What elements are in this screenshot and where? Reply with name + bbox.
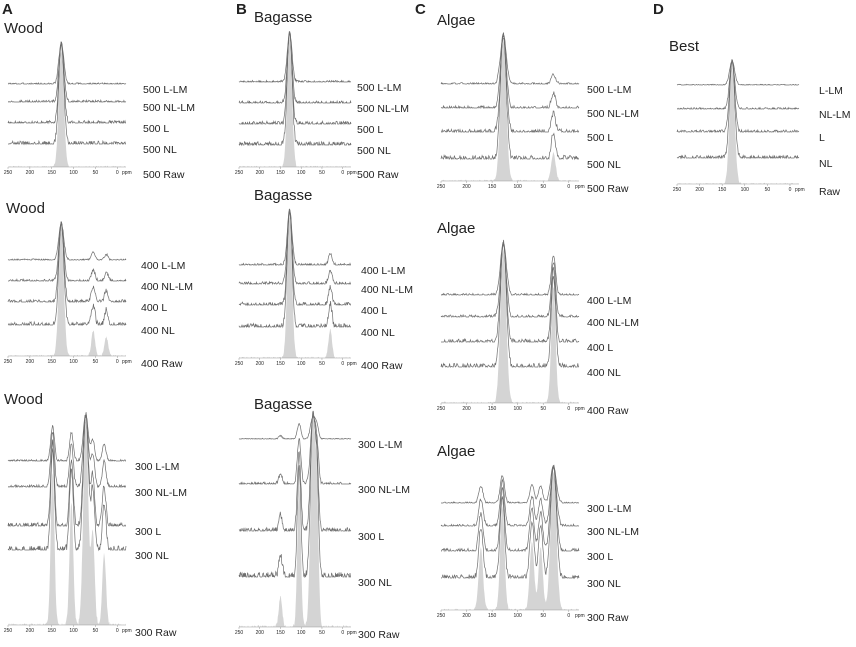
- spectra-block: [235, 396, 410, 641]
- spectrum-trace: [8, 223, 126, 303]
- spectra-block: [437, 12, 639, 195]
- series-label: 400 NL: [141, 325, 175, 337]
- spectrum-trace: [8, 222, 126, 326]
- spectrum-trace: [239, 212, 351, 327]
- x-tick-label: 100: [513, 184, 522, 190]
- x-tick-label: 250: [672, 187, 682, 193]
- spectrum-trace: [8, 415, 126, 526]
- series-label: L-LM: [819, 85, 843, 97]
- series-label: 300 L-LM: [587, 503, 632, 515]
- x-tick-label: 100: [740, 187, 749, 193]
- series-label: 500 NL: [587, 159, 621, 171]
- series-label: 500 Raw: [357, 169, 399, 181]
- series-label: 300 NL-LM: [587, 526, 639, 538]
- spectrum-trace: [239, 411, 351, 577]
- series-label: 400 Raw: [361, 360, 403, 372]
- x-tick-label: 50: [92, 628, 99, 634]
- x-tick-label: 100: [297, 630, 306, 636]
- x-axis-unit: ppm: [122, 170, 132, 176]
- x-axis-unit: ppm: [795, 187, 805, 193]
- x-tick-label: 0: [341, 361, 345, 367]
- block-title: Wood: [6, 200, 45, 217]
- spectrum-trace: [8, 222, 126, 281]
- spectrum-trace: [441, 245, 579, 318]
- x-tick-label: 150: [718, 187, 727, 193]
- spectrum-trace: [8, 43, 126, 123]
- x-tick-label: 150: [487, 184, 497, 190]
- spectrum-trace: [441, 466, 579, 551]
- spectrum-trace: [239, 211, 351, 305]
- x-axis-unit: ppm: [122, 359, 132, 365]
- series-label: 300 Raw: [587, 612, 629, 624]
- raw-spectrum-area: [8, 230, 126, 356]
- series-label: 400 NL-LM: [141, 281, 193, 293]
- series-label: 500 NL-LM: [587, 108, 639, 120]
- series-label: 500 L: [143, 123, 170, 135]
- spectra-block: [4, 391, 187, 639]
- series-label: 400 L-LM: [361, 265, 406, 277]
- x-tick-label: 250: [3, 170, 13, 176]
- spectrum-trace: [8, 222, 126, 260]
- series-label: 500 NL: [357, 145, 391, 157]
- series-label: L: [819, 132, 825, 144]
- spectrum-trace: [441, 243, 579, 295]
- x-tick-label: 250: [234, 361, 244, 367]
- series-label: 300 NL-LM: [358, 484, 410, 496]
- series-label: 400 L: [141, 302, 168, 314]
- spectrum-trace: [239, 33, 351, 104]
- series-label: 400 NL: [361, 327, 395, 339]
- x-tick-label: 250: [234, 630, 244, 636]
- block-title: Algae: [437, 12, 476, 29]
- series-label: 500 L-LM: [143, 84, 188, 96]
- x-tick-label: 0: [341, 170, 345, 176]
- x-tick-label: 100: [69, 359, 78, 365]
- spectrum-trace: [441, 36, 579, 108]
- series-label: 500 NL: [143, 144, 177, 156]
- spectrum-trace: [441, 240, 579, 367]
- panel-label: D: [653, 1, 664, 18]
- x-axis-unit: ppm: [347, 361, 357, 367]
- series-label: 300 Raw: [358, 629, 400, 641]
- series-label: 400 L: [361, 305, 388, 317]
- x-axis-unit: ppm: [575, 406, 585, 412]
- x-tick-label: 150: [47, 628, 56, 634]
- block-title: Algae: [437, 220, 476, 237]
- x-tick-label: 50: [319, 361, 325, 367]
- x-tick-label: 150: [276, 630, 285, 636]
- x-tick-label: 50: [92, 359, 99, 365]
- x-tick-label: 50: [319, 630, 325, 636]
- spectrum-trace: [8, 42, 126, 84]
- x-tick-label: 100: [513, 406, 522, 412]
- series-label: 500 NL-LM: [357, 103, 409, 115]
- spectrum-trace: [441, 467, 579, 578]
- series-label: Raw: [819, 186, 841, 198]
- series-label: 300 Raw: [135, 627, 177, 639]
- series-label: 400 L: [587, 342, 614, 354]
- raw-spectrum-area: [239, 217, 351, 358]
- spectrum-trace: [239, 31, 351, 124]
- x-tick-label: 200: [462, 406, 471, 412]
- x-tick-label: 200: [462, 184, 471, 190]
- spectrum-trace: [239, 416, 351, 484]
- x-tick-label: 50: [540, 184, 547, 190]
- spectra-block: [437, 220, 639, 417]
- series-label: 400 L-LM: [587, 295, 632, 307]
- x-tick-label: 200: [25, 359, 35, 365]
- x-tick-label: 0: [567, 613, 571, 619]
- x-tick-label: 250: [3, 628, 13, 634]
- series-label: 400 Raw: [141, 358, 183, 370]
- panel-label: C: [415, 1, 426, 18]
- x-tick-label: 250: [436, 184, 446, 190]
- spectrum-trace: [239, 33, 351, 145]
- spectrum-trace: [239, 209, 351, 284]
- x-tick-label: 50: [92, 170, 99, 176]
- series-label: NL: [819, 158, 833, 170]
- x-tick-label: 150: [487, 613, 497, 619]
- series-label: 500 L: [587, 132, 614, 144]
- x-tick-label: 200: [255, 361, 264, 367]
- raw-spectrum-area: [441, 41, 579, 181]
- panel-label: B: [236, 1, 247, 18]
- x-tick-label: 0: [115, 628, 119, 634]
- x-tick-label: 0: [788, 187, 792, 193]
- spectra-block: [437, 443, 639, 624]
- x-tick-label: 150: [276, 170, 285, 176]
- x-tick-label: 250: [436, 613, 446, 619]
- x-tick-label: 150: [47, 170, 56, 176]
- x-tick-label: 0: [567, 406, 571, 412]
- spectrum-trace: [441, 38, 579, 132]
- block-title: Bagasse: [254, 9, 313, 26]
- spectrum-trace: [8, 412, 126, 550]
- x-tick-label: 0: [115, 359, 119, 365]
- series-label: 400 L-LM: [141, 260, 186, 272]
- series-label: 500 L: [357, 124, 384, 136]
- x-tick-label: 0: [115, 170, 119, 176]
- x-axis-unit: ppm: [575, 184, 585, 190]
- series-label: 300 L: [587, 551, 614, 563]
- block-title: Wood: [4, 391, 43, 408]
- x-tick-label: 150: [47, 359, 56, 365]
- spectrum-trace: [441, 35, 579, 85]
- x-tick-label: 250: [234, 170, 244, 176]
- series-label: 300 NL: [358, 577, 392, 589]
- x-tick-label: 50: [764, 187, 771, 193]
- series-label: 300 L-LM: [135, 461, 180, 473]
- series-label: 500 Raw: [587, 183, 629, 195]
- series-label: 300 NL-LM: [135, 487, 187, 499]
- spectrum-trace: [8, 413, 126, 461]
- spectrum-trace: [441, 466, 579, 527]
- series-label: 400 NL: [587, 367, 621, 379]
- series-label: 300 L: [135, 526, 162, 538]
- spectra-block: [235, 187, 413, 372]
- raw-spectrum-area: [8, 50, 126, 168]
- x-axis-unit: ppm: [347, 630, 357, 636]
- series-label: 300 NL: [135, 550, 169, 562]
- block-title: Best: [669, 38, 700, 55]
- x-tick-label: 250: [3, 359, 13, 365]
- series-label: 400 NL-LM: [361, 284, 413, 296]
- spectrum-trace: [441, 465, 579, 503]
- x-tick-label: 0: [341, 630, 345, 636]
- spectrum-trace: [239, 416, 351, 439]
- series-label: 300 NL: [587, 578, 621, 590]
- series-label: 500 Raw: [143, 169, 185, 181]
- x-tick-label: 200: [255, 170, 264, 176]
- x-tick-label: 0: [567, 184, 571, 190]
- series-label: 400 Raw: [587, 405, 629, 417]
- panel-label: A: [2, 1, 13, 18]
- spectrum-trace: [441, 33, 579, 160]
- spectrum-trace: [8, 414, 126, 487]
- raw-spectrum-area: [441, 248, 579, 403]
- raw-spectrum-area: [441, 472, 579, 610]
- block-title: Bagasse: [254, 396, 313, 413]
- spectrum-trace: [239, 210, 351, 265]
- block-title: Algae: [437, 443, 476, 460]
- series-label: NL-LM: [819, 109, 851, 121]
- x-tick-label: 100: [69, 628, 78, 634]
- spectrum-trace: [8, 42, 126, 102]
- x-tick-label: 100: [297, 361, 306, 367]
- spectra-block: [4, 20, 195, 181]
- x-axis-unit: ppm: [122, 628, 132, 634]
- spectrum-trace: [239, 32, 351, 82]
- x-tick-label: 50: [540, 613, 547, 619]
- x-tick-label: 200: [695, 187, 704, 193]
- series-label: 500 NL-LM: [143, 102, 195, 114]
- x-axis-unit: ppm: [575, 613, 585, 619]
- x-axis-unit: ppm: [347, 170, 357, 176]
- spectrum-trace: [239, 411, 351, 531]
- series-label: 300 L: [358, 531, 385, 543]
- x-tick-label: 150: [487, 406, 497, 412]
- block-title: Bagasse: [254, 187, 313, 204]
- series-label: 500 L-LM: [587, 84, 632, 96]
- x-tick-label: 200: [25, 170, 35, 176]
- spectrum-trace: [677, 60, 799, 85]
- x-tick-label: 200: [25, 628, 35, 634]
- spectrum-trace: [677, 60, 799, 132]
- x-tick-label: 100: [297, 170, 306, 176]
- x-tick-label: 50: [319, 170, 325, 176]
- spectra-block: [4, 200, 193, 370]
- spectrum-trace: [8, 44, 126, 144]
- series-label: 400 NL-LM: [587, 317, 639, 329]
- x-tick-label: 100: [513, 613, 522, 619]
- series-label: 300 L-LM: [358, 439, 403, 451]
- x-tick-label: 50: [540, 406, 547, 412]
- x-tick-label: 100: [69, 170, 78, 176]
- series-label: 500 L-LM: [357, 82, 402, 94]
- x-tick-label: 200: [462, 613, 471, 619]
- block-title: Wood: [4, 20, 43, 37]
- x-tick-label: 150: [276, 361, 285, 367]
- x-tick-label: 200: [255, 630, 264, 636]
- spectra-block: [669, 38, 851, 198]
- x-tick-label: 250: [436, 406, 446, 412]
- spectra-block: [235, 9, 409, 181]
